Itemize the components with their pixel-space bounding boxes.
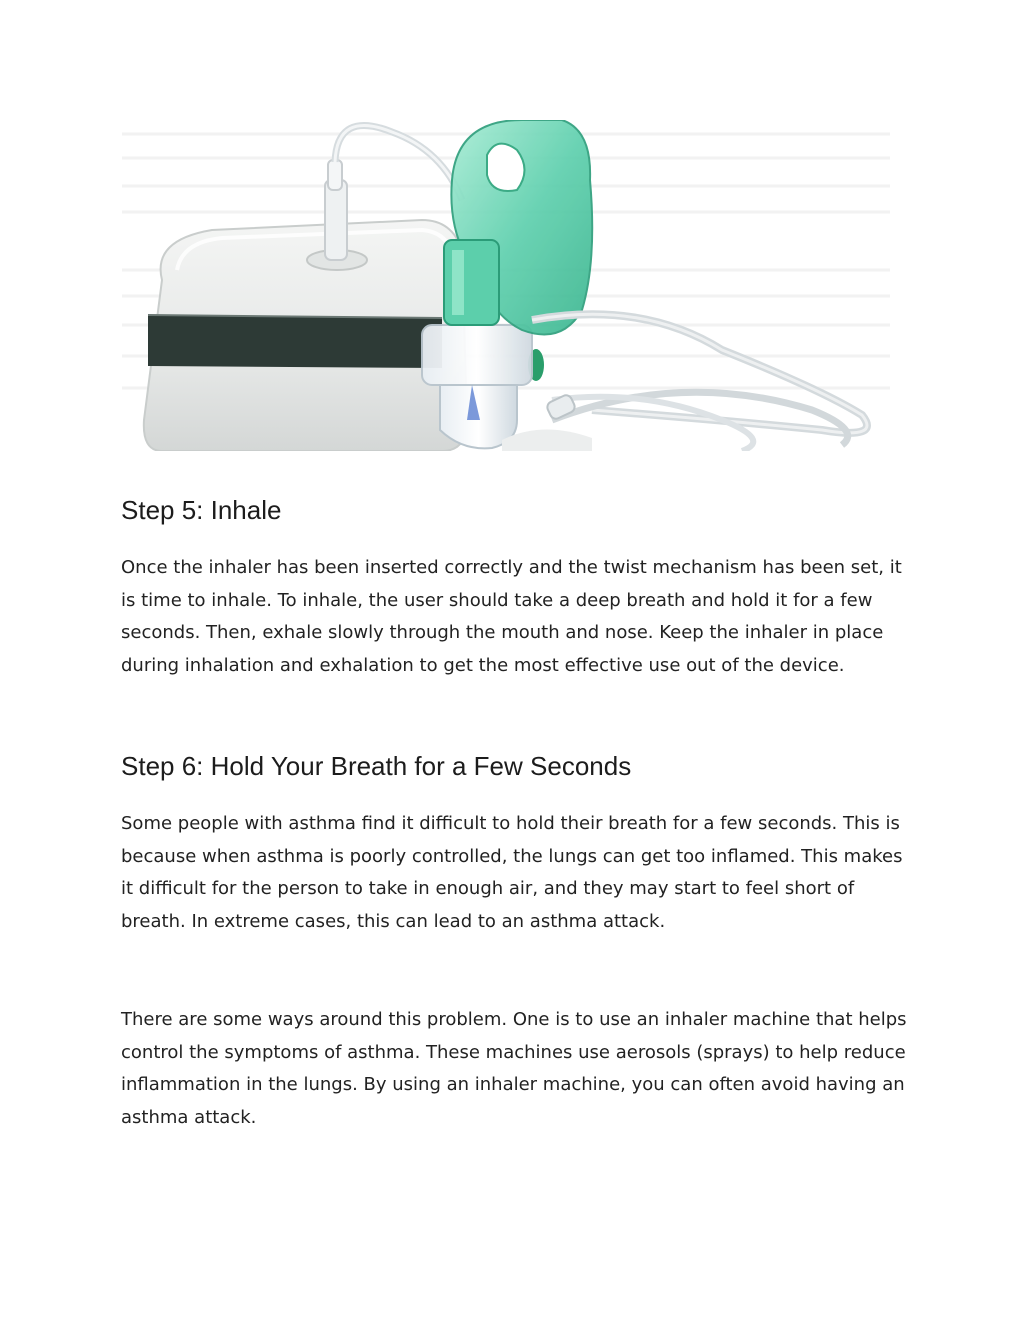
section-heading-step-6: Step 6: Hold Your Breath for a Few Seconds xyxy=(121,751,632,781)
nebulizer-machine-with-mask-icon xyxy=(122,120,890,451)
paragraph-step-5: Once the inhaler has been inserted correctly and the twist mechanism has been set, it is time to inhale. To inhale, the user should take a deep breath and hold it for a few seconds. Then, exhale slowly through the mouth and nose. Keep the inhaler in place during inhalation and exhalation to get the most effective use out of the device. xyxy=(121,557,902,676)
section-heading-step-5: Step 5: Inhale xyxy=(121,495,282,525)
paragraph-step-6-first: Some people with asthma find it difficult to hold their breath for a few seconds. This is because when asthma is poorly controlled, the lungs can get too inflamed. This makes it difficult for the person to take in enough air, and they may start to feel short of breath. In extreme cases, this can lead to an asthma attack. xyxy=(121,813,903,932)
nebulizer-image xyxy=(122,120,890,451)
paragraph-step-6-second: There are some ways around this problem. One is to use an inhaler machine that helps control the symptoms of asthma. These machines use aerosols (sprays) to help reduce inflammation in the lungs. By using an inhaler machine, you can often avoid having an asthma attack. xyxy=(121,1009,907,1128)
